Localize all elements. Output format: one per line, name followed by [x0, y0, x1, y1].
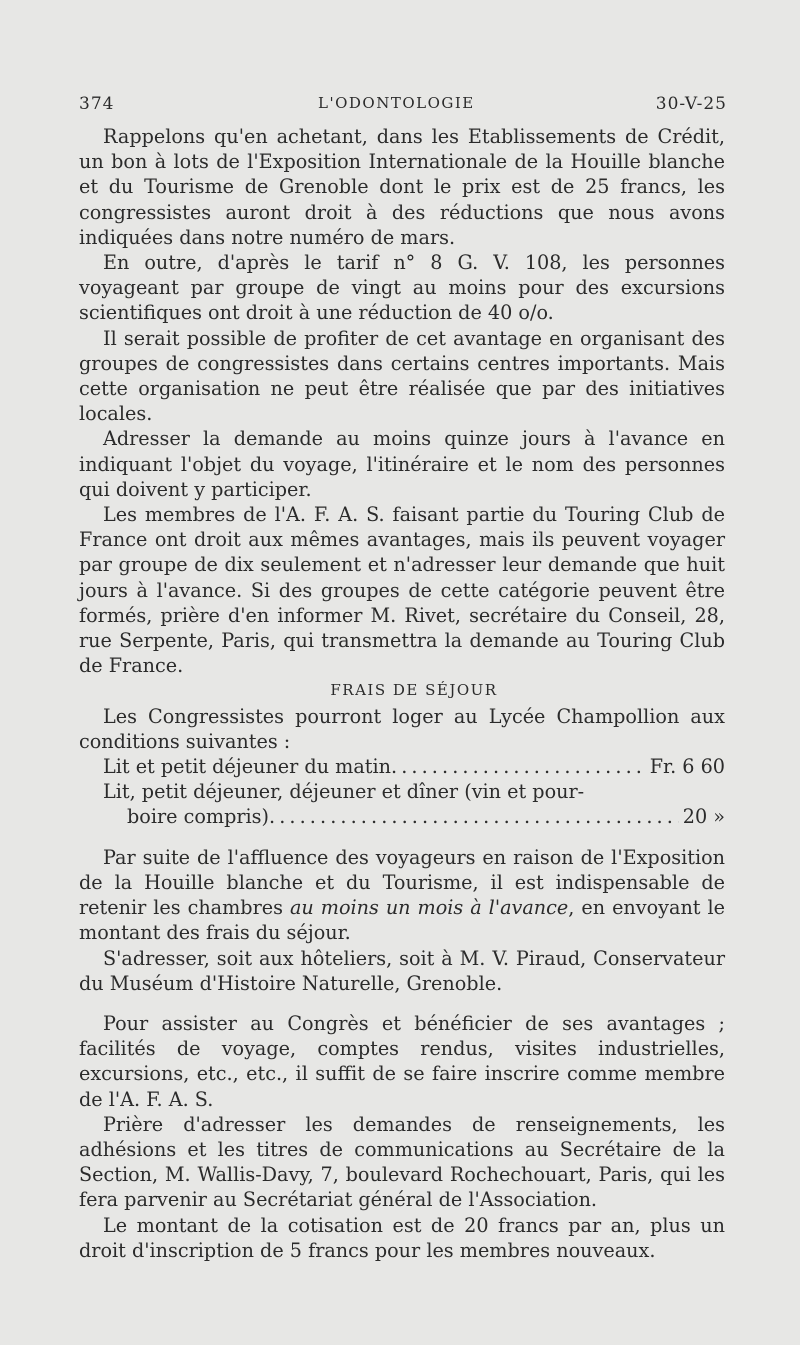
- price-label: boire compris): [127, 805, 270, 829]
- emphasis-text: au moins un mois à l'avance: [289, 896, 569, 920]
- leader-dots: [391, 754, 646, 779]
- journal-title: L'ODONTOLOGIE: [318, 94, 475, 112]
- paragraph: Le montant de la cotisation est de 20 francs par an, plus un droit d'inscription de 5 francs pour les membres nouveaux.: [79, 1213, 725, 1262]
- paragraph: Rappelons qu'en achetant, dans les Etablissements de Crédit, un bon à lots de l'Exposition Internationale de la Houille blanche et du Tourisme de Grenoble dont le prix est de 25 francs, les congressistes auront droit à des réductions que nous avons indiquées dans notre numéro de mars.: [79, 125, 725, 249]
- section-heading: FRAIS DE SÉJOUR: [330, 681, 498, 700]
- paragraph: Les membres de l'A. F. A. S. faisant partie du Touring Club de France ont droit aux mêmes avantages, mais ils peuvent voyager par groupe de dix seulement et n'adresser leur demande que huit jours à l'avance. Si des groupes de cette catégorie peuvent être formés, prière d'en informer M. Rivet, secrétaire du Conseil, 28, rue Serpente, Paris, qui transmettra la demande au Touring Club de France.: [79, 503, 725, 678]
- price-value: 20 »: [682, 805, 725, 829]
- price-list: [79, 754, 725, 830]
- price-row: [79, 804, 725, 829]
- body-text: [79, 124, 725, 1263]
- price-row: [79, 754, 725, 779]
- paragraph: Prière d'adresser les demandes de renseignements, les adhésions et les titres de communications au Secrétaire de la Section, M. Wallis-Davy, 7, boulevard Rochechouart, Paris, qui les fera parvenir au Secrétariat général de l'Association.: [79, 1112, 725, 1212]
- issue-date: 30-V-25: [655, 94, 727, 114]
- paragraph: S'adresser, soit aux hôteliers, soit à M. V. Piraud, Conservateur du Muséum d'Histoire Naturelle, Grenoble.: [79, 946, 725, 995]
- price-label: Lit et petit déjeuner du matin: [103, 755, 392, 779]
- leader-dots: [269, 804, 679, 829]
- paragraph: Pour assister au Congrès et bénéficier de ses avantages ; facilités de voyage, comptes rendus, visites industrielles, excursions, etc., etc., il suffit de se faire inscrire comme membre de l'A. F. A. S.: [79, 1011, 725, 1111]
- page-number: 374: [79, 94, 115, 114]
- text-run: Par suite de l'affluence des voyageurs en raison de l'Exposition de la Houille blanche et du Tourisme, il est indispensable de retenir les chambres: [79, 845, 725, 920]
- paragraph: Il serait possible de profiter de cet avantage en organisant des groupes de congressistes dans certains centres importants. Mais cette organisation ne peut être réalisée que par des initiatives locales.: [79, 326, 725, 426]
- text-run: , en envoyant le montant des frais du séjour.: [79, 896, 726, 945]
- paragraph: [79, 845, 725, 946]
- paragraph: En outre, d'après le tarif n° 8 G. V. 108, les personnes voyageant par groupe de vingt au moins pour des excursions scientifiques ont droit à une réduction de 40 o/o.: [79, 251, 725, 325]
- paragraph: Adresser la demande au moins quinze jours à l'avance en indiquant l'objet du voyage, l'itinéraire et le nom des personnes qui doivent y participer.: [79, 427, 725, 501]
- price-value: Fr. 6 60: [649, 755, 725, 779]
- price-label: Lit, petit déjeuner, déjeuner et dîner (vin et pour-: [103, 780, 585, 804]
- paragraph: Les Congressistes pourront loger au Lycée Champollion aux conditions suivantes :: [79, 704, 725, 753]
- price-row: [79, 779, 725, 804]
